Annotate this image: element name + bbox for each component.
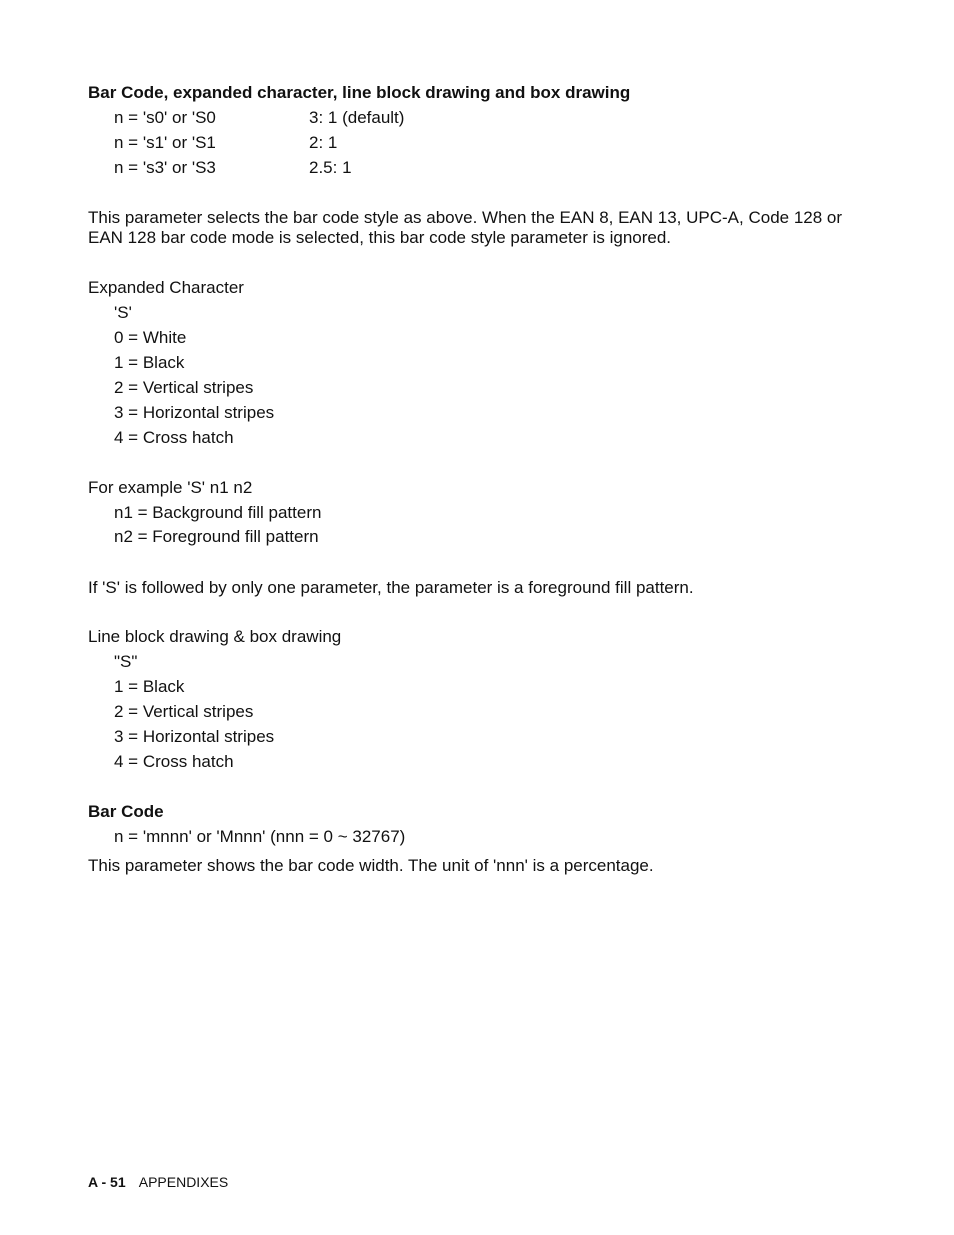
example-title: For example 'S' n1 n2 [88,478,253,497]
page-number: A - 51 [88,1174,126,1190]
example-item: n2 = Foreground fill pattern [114,527,319,546]
line-block-item: 2 = Vertical stripes [114,702,254,721]
barcode-width-description: This parameter shows the bar code width. The unit of 'nnn' is a percentage. [88,856,654,875]
param-s1: n = 's1' or 'S1 [114,133,216,152]
section-heading-barcode-style: Bar Code, expanded character, line block drawing and box drawing [88,83,631,102]
barcode-width-param: n = 'mnnn' or 'Mnnn' (nnn = 0 ~ 32767) [114,827,406,846]
value-s1: 2: 1 [309,133,338,152]
value-s0: 3: 1 (default) [309,108,405,127]
section-heading-barcode-width: Bar Code [88,802,164,821]
param-s3: n = 's3' or 'S3 [114,158,216,177]
expanded-item: 0 = White [114,328,187,347]
line-block-title: Line block drawing & box drawing [88,627,342,646]
expanded-item: 4 = Cross hatch [114,428,234,447]
value-s3: 2.5: 1 [309,158,352,177]
line-block-item: "S" [114,652,138,671]
line-block-item: 1 = Black [114,677,185,696]
expanded-item: 'S' [114,303,132,322]
barcode-style-description: This parameter selects the bar code style as above. When the EAN 8, EAN 13, UPC-A, Code 128 or EAN 128 bar code mode is selected, this bar code style parameter is ignored. [88,208,843,247]
footer-section: APPENDIXES [138,1174,229,1190]
param-s0: n = 's0' or 'S0 [114,108,216,127]
line-block-item: 4 = Cross hatch [114,752,234,771]
example-note: If 'S' is followed by only one parameter, the parameter is a foreground fill pattern. [88,578,694,597]
line-block-item: 3 = Horizontal stripes [114,727,275,746]
expanded-item: 2 = Vertical stripes [114,378,254,397]
expanded-item: 3 = Horizontal stripes [114,403,275,422]
example-item: n1 = Background fill pattern [114,503,322,522]
expanded-item: 1 = Black [114,353,185,372]
expanded-character-title: Expanded Character [88,278,244,297]
page-footer [88,1173,228,1191]
